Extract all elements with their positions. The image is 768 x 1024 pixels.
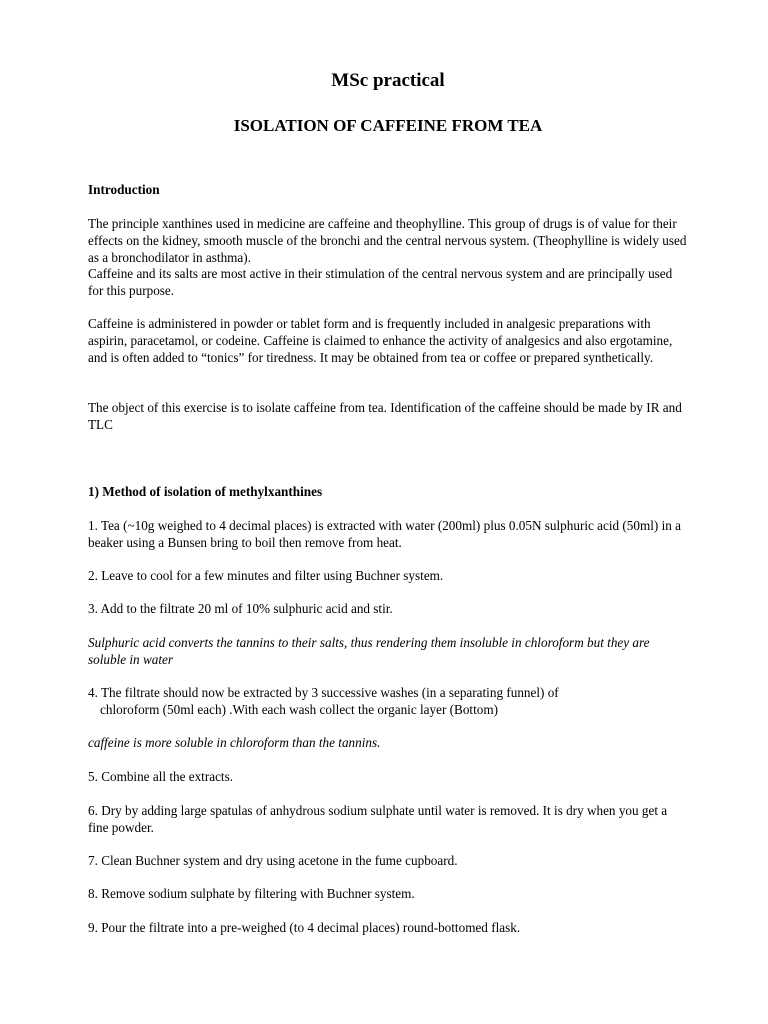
intro-heading: Introduction [88, 182, 160, 197]
method-step-7: 7. Clean Buchner system and dry using acetone in the fume cupboard. [88, 853, 458, 868]
method-heading: 1) Method of isolation of methylxanthines [88, 484, 323, 499]
method-step-9: 9. Pour the filtrate into a pre-weighed (to 4 decimal places) round-bottomed flask. [88, 920, 521, 935]
method-note-2: caffeine is more soluble in chloroform than the tannins. [88, 735, 381, 750]
course-title: MSc practical [331, 70, 445, 91]
method-step-5: 5. Combine all the extracts. [88, 769, 234, 784]
method-step-4-line-1: 4. The filtrate should now be extracted by 3 successive washes (in a separating funnel) of [88, 685, 559, 700]
intro-paragraph-3: The object of this exercise is to isolate caffeine from tea. Identification of the caffeine should be made by IR and TLC [88, 400, 682, 432]
method-step-6: 6. Dry by adding large spatulas of anhydrous sodium sulphate until water is removed. It is dry when you get a fine powder. [88, 803, 668, 835]
method-step-1: 1. Tea (~10g weighed to 4 decimal places) is extracted with water (200ml) plus 0.05N sulphuric acid (50ml) in a beaker using a Bunsen bring to boil then remove from heat. [88, 518, 682, 550]
intro-paragraph-1: The principle xanthines used in medicine are caffeine and theophylline. This group of drugs is of value for their effects on the kidney, smooth muscle of the bronchi and the central nervous system. (Theophylline is widely used as a bronchodilator in asthma). [88, 216, 687, 265]
intro-paragraph-2: Caffeine is administered in powder or tablet form and is frequently included in analgesic preparations with aspirin, paracetamol, or codeine. Caffeine is claimed to enhance the activity of analgesics and also ergotamine, and is often added to “tonics” for tiredness. It may be obtained from tea or coffee or prepared synthetically. [88, 316, 673, 365]
method-step-2: 2. Leave to cool for a few minutes and filter using Buchner system. [88, 568, 444, 583]
method-step-4-line-2: chloroform (50ml each) .With each wash collect the organic layer (Bottom) [100, 702, 499, 717]
method-step-8: 8. Remove sodium sulphate by filtering with Buchner system. [88, 886, 415, 901]
intro-paragraph-1b: Caffeine and its salts are most active in their stimulation of the central nervous system and are principally used for this purpose. [88, 266, 673, 298]
document-title: ISOLATION OF CAFFEINE FROM TEA [233, 116, 543, 135]
method-note-1: Sulphuric acid converts the tannins to their salts, thus rendering them insoluble in chloroform but they are soluble in water [88, 635, 650, 667]
method-step-3: 3. Add to the filtrate 20 ml of 10% sulphuric acid and stir. [88, 601, 393, 616]
